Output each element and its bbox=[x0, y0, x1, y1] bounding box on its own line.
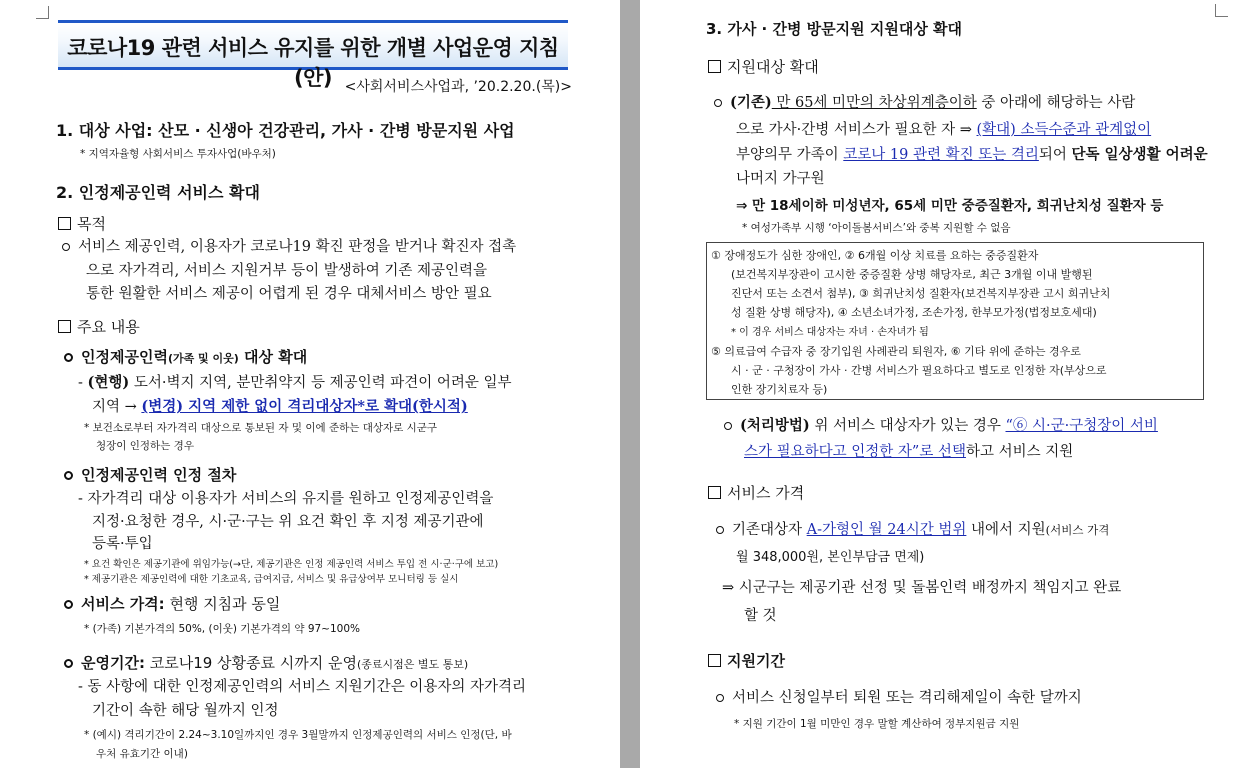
price-line-4: 할 것 bbox=[744, 608, 777, 624]
box-line-5: * 이 경우 서비스 대상자는 자녀 · 손자녀가 됨 bbox=[731, 327, 929, 338]
target-line-2: 으로 가사·간병 서비스가 필요한 자 ⇒ (확대) 소득수준과 관계없이 bbox=[736, 122, 1152, 138]
right-document-page bbox=[640, 0, 1236, 768]
price-heading: 서비스 가격 bbox=[708, 482, 804, 503]
period-line-2: 기간이 속한 해당 월까지 인정 bbox=[92, 703, 279, 719]
section-2-title: 2. 인정제공인력 서비스 확대 bbox=[56, 183, 260, 202]
period-note-2: 우처 유효기간 이내) bbox=[96, 748, 188, 760]
box-line-3: 진단서 또는 소견서 첨부), ③ 희귀난치성 질환자(보건복지부장관 고시 희귀난치 bbox=[731, 287, 1111, 300]
circle-bullet-icon bbox=[64, 353, 73, 362]
price-line-2: 월 348,000원, 본인부담금 면제) bbox=[736, 550, 925, 565]
period-note-1: * (예시) 격리기간이 2.24~3.10일까지인 경우 3월말까지 인정제공인력의 서비스 인정(단, 바 bbox=[84, 729, 512, 741]
circle-bullet-icon bbox=[724, 422, 732, 430]
circle-bullet-icon bbox=[714, 99, 722, 107]
procedure-title: 인정제공인력 인정 절차 bbox=[64, 464, 236, 485]
target-note: * 여성가족부 시행 ‘아이돌봄서비스’와 중복 지원할 수 없음 bbox=[742, 222, 1011, 234]
purpose-line-2: 으로 자가격리, 서비스 지원거부 등이 발생하여 기존 제공인력을 bbox=[86, 263, 488, 279]
circle-bullet-icon bbox=[716, 694, 724, 702]
checkbox-square-icon bbox=[708, 486, 721, 499]
purpose-heading: 목적 bbox=[58, 213, 106, 234]
corner-mark bbox=[1215, 4, 1228, 17]
box-line-6: ⑤ 의료급여 수급자 중 장기입원 사례관리 퇴원자, ⑥ 기타 위에 준하는 경우로 bbox=[711, 345, 1081, 358]
expansion-title: 인정제공인력(가족 및 이웃) 대상 확대 bbox=[64, 346, 307, 367]
procedure-note-2: * 제공기관은 제공인력에 대한 기초교육, 급여지급, 서비스 및 유급상여부 모니터링 등 실시 bbox=[84, 574, 459, 585]
target-line-1: (기존) 만 65세 미만의 차상위계층이하 중 아래에 해당하는 사람 bbox=[714, 91, 1135, 112]
circle-bullet-icon bbox=[64, 659, 73, 668]
box-line-8: 인한 장기치료자 등) bbox=[731, 383, 828, 396]
document-title: 코로나19 관련 서비스 유지를 위한 개별 사업운영 지침(안) bbox=[67, 36, 559, 90]
checkbox-square-icon bbox=[58, 217, 71, 230]
box-line-1: ① 장애정도가 심한 장애인, ② 6개월 이상 치료를 요하는 중증질환자 bbox=[711, 249, 1039, 262]
target-line-5: ⇒ 만 18세이하 미성년자, 65세 미만 중증질환자, 희귀난치성 질환자 등 bbox=[736, 198, 1164, 214]
section-3-title: 3. 가사 · 간병 방문지원 지원대상 확대 bbox=[706, 20, 963, 38]
corner-mark bbox=[36, 6, 49, 19]
box-line-2: (보건복지부장관이 고시한 중증질환 상병 해당자로, 최근 3개월 이내 발행된 bbox=[731, 268, 1093, 281]
main-content-heading: 주요 내용 bbox=[58, 316, 140, 337]
checkbox-square-icon bbox=[58, 320, 71, 333]
circle-bullet-icon bbox=[64, 471, 73, 480]
section-1-note: * 지역자율형 사회서비스 투자사업(바우처) bbox=[80, 148, 276, 160]
circle-bullet-icon bbox=[64, 600, 73, 609]
period-heading: 지원기간 bbox=[708, 650, 785, 671]
checkbox-square-icon bbox=[708, 60, 721, 73]
method-line-1: (처리방법) 위 서비스 대상자가 있는 경우 “⑥ 시·군·구청장이 서비 bbox=[724, 414, 1158, 435]
period-title: 운영기간: 코로나19 상황종료 시까지 운영(종료시점은 별도 통보) bbox=[64, 652, 468, 673]
eligibility-box bbox=[706, 242, 1204, 400]
procedure-line-2: 지정·요청한 경우, 시·군·구는 위 요건 확인 후 지정 제공기관에 bbox=[92, 514, 484, 530]
purpose-line-3: 통한 원활한 서비스 제공이 어렵게 된 경우 대체서비스 방안 필요 bbox=[86, 286, 492, 302]
expansion-note-1: * 보건소로부터 자가격리 대상으로 통보된 자 및 이에 준하는 대상자로 시군구 bbox=[84, 422, 438, 434]
price-note: * (가족) 기본가격의 50%, (이웃) 기본가격의 약 97~100% bbox=[84, 623, 360, 635]
price-line-1: 기존대상자 A-가형인 월 24시간 범위 내에서 지원(서비스 가격 bbox=[716, 518, 1109, 539]
period-line-1: - 동 사항에 대한 인정제공인력의 서비스 지원기간은 이용자의 자가격리 bbox=[78, 679, 526, 695]
price-title: 서비스 가격: 현행 지침과 동일 bbox=[64, 593, 280, 614]
expansion-line-2: 지역 → (변경) 지역 제한 없이 격리대상자*로 확대(한시적) bbox=[92, 398, 468, 415]
box-line-7: 시 · 군 · 구청장이 가사 · 간병 서비스가 필요하다고 별도로 인정한 자(부상으로 bbox=[731, 364, 1107, 377]
price-line-3: ⇒ 시군구는 제공기관 선정 및 돌봄인력 배정까지 책임지고 완료 bbox=[722, 580, 1122, 596]
checkbox-square-icon bbox=[708, 654, 721, 667]
target-line-3: 부양의무 가족이 코로나 19 관련 확진 또는 격리되어 단독 일상생활 어려운 bbox=[736, 146, 1208, 163]
procedure-line-3: 등록·투입 bbox=[92, 536, 153, 552]
expansion-note-2: 청장이 인정하는 경우 bbox=[96, 440, 194, 452]
procedure-line-1: - 자가격리 대상 이용자가 서비스의 유지를 원하고 인정제공인력을 bbox=[78, 491, 494, 507]
circle-bullet-icon bbox=[716, 526, 724, 534]
circle-bullet-icon bbox=[62, 243, 70, 251]
target-line-4: 나머지 가구원 bbox=[736, 171, 825, 187]
period-detail-note: * 지원 기간이 1월 미만인 경우 말할 계산하여 정부지원금 지원 bbox=[734, 718, 1020, 730]
purpose-line-1: 서비스 제공인력, 이용자가 코로나19 확진 판정을 받거나 확진자 접촉 bbox=[62, 235, 516, 256]
section-1-title: 1. 대상 사업: 산모 · 신생아 건강관리, 가사 · 간병 방문지원 사업 bbox=[56, 121, 515, 140]
department-date: <사회서비스사업과, ’20.2.20.(목)> bbox=[344, 79, 572, 95]
procedure-note-1: * 요건 확인은 제공기관에 위임가능(→단, 제공기관은 인정 제공인력 서비스 투입 전 시·군·구에 보고) bbox=[84, 559, 499, 570]
target-heading: 지원대상 확대 bbox=[708, 56, 819, 77]
box-line-4: 성 질환 상병 해당자), ④ 소년소녀가정, 조손가정, 한부모가정(법정보호세대) bbox=[731, 306, 1097, 319]
period-detail-line: 서비스 신청일부터 퇴원 또는 격리해제일이 속한 달까지 bbox=[716, 686, 1082, 707]
expansion-line-1: - (현행) 도서·벽지 지역, 분만취약지 등 제공인력 파견이 어려운 일부 bbox=[78, 374, 512, 391]
method-line-2: 스가 필요하다고 인정한 자”로 선택하고 서비스 지원 bbox=[744, 444, 1074, 460]
